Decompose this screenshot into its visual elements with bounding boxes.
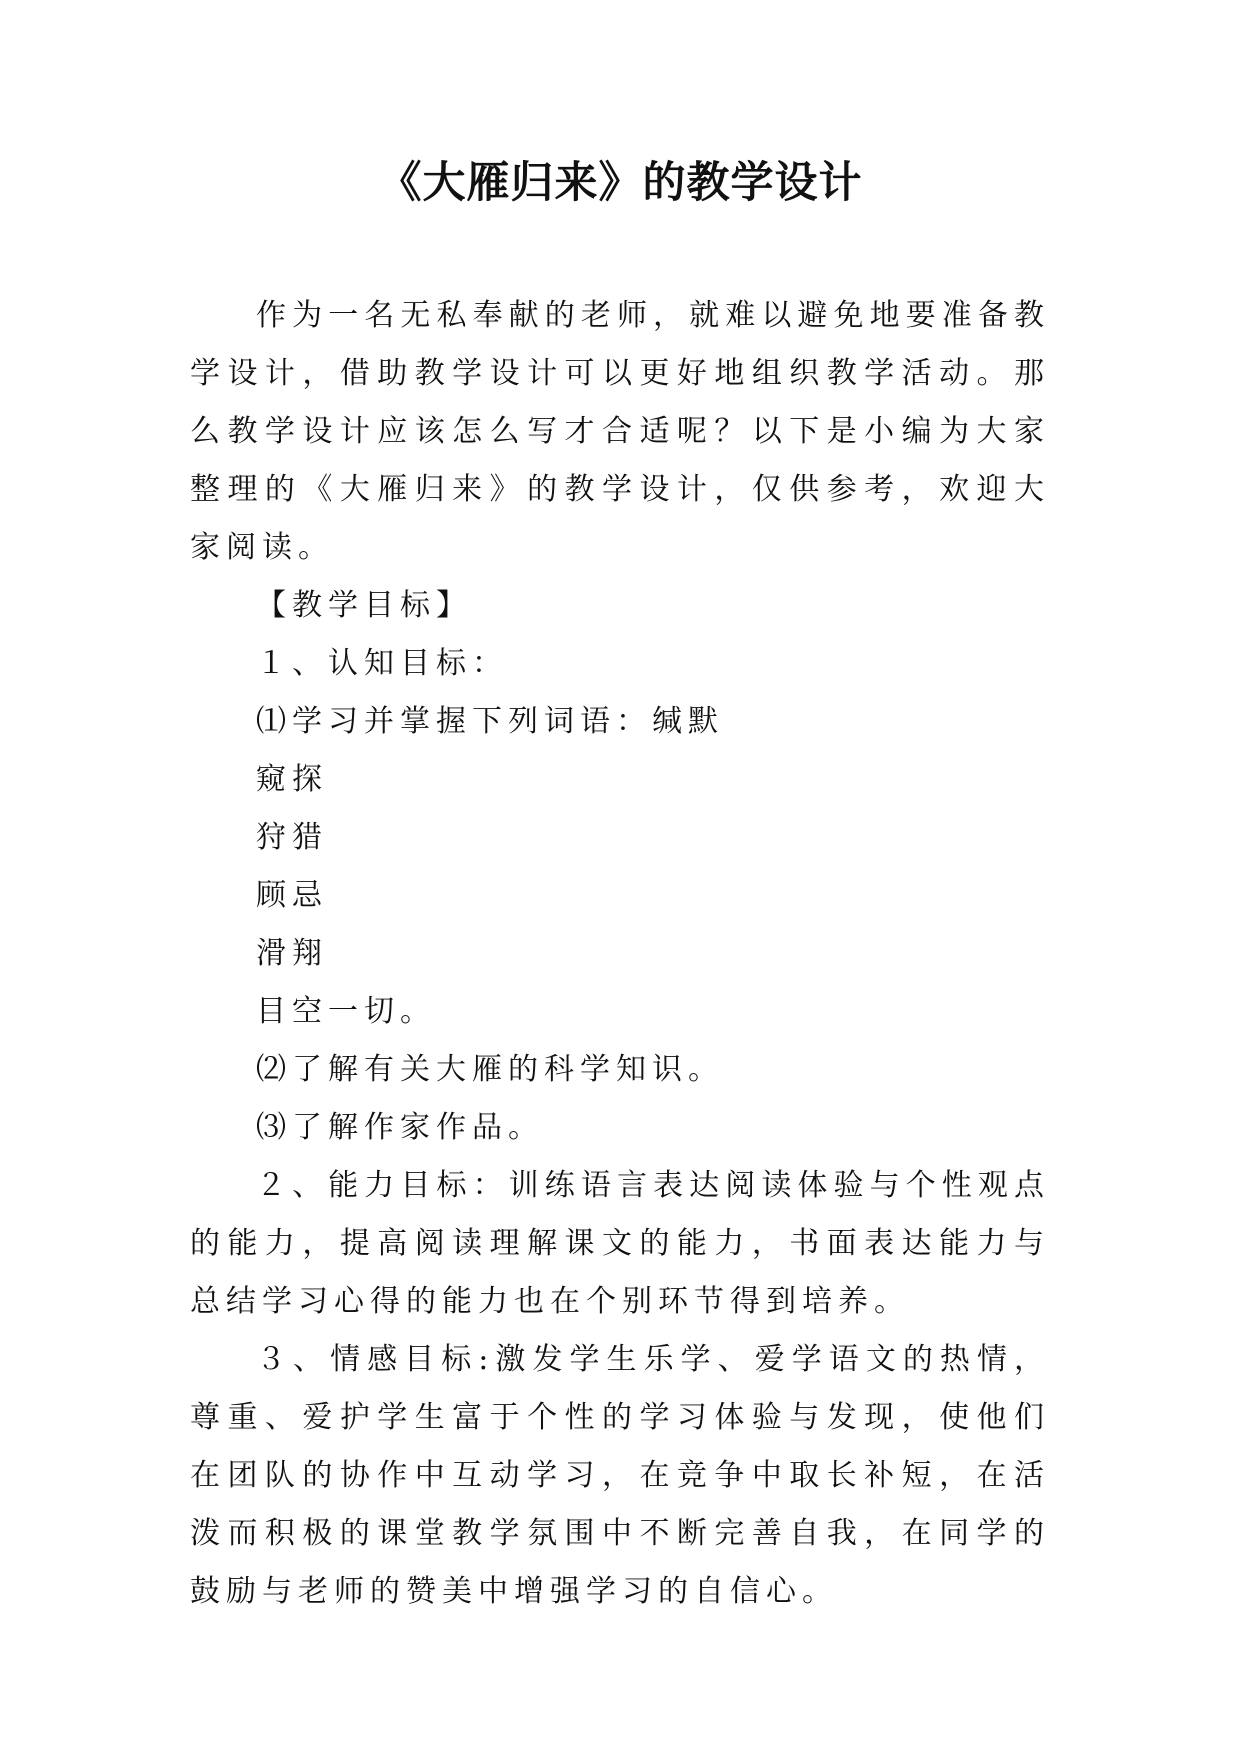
vocab-word: 滑翔 bbox=[256, 936, 328, 971]
section-heading: 【教学目标】 bbox=[256, 588, 472, 623]
intro-paragraph: 作为一名无私奉献的老师，就难以避免地要准备教学设计，借助教学设计可以更好地组织教学活动。那么教学设计应该怎么写才合适呢？以下是小编为大家整理的《大雁归来》的教学设计，仅供参考，欢迎大家阅读。 bbox=[190, 298, 1050, 565]
document-body bbox=[190, 287, 1050, 1621]
ability-goal-paragraph: ２、能力目标：训练语言表达阅读体验与个性观点的能力，提高阅读理解课文的能力，书面表达能力与总结学习心得的能力也在个别环节得到培养。 bbox=[190, 1168, 1050, 1319]
document-title: 《大雁归来》的教学设计 bbox=[378, 158, 863, 208]
goal-item-3: ⑶了解作家作品。 bbox=[256, 1110, 544, 1145]
goal-item-1: ⑴学习并掌握下列词语：缄默 bbox=[256, 704, 724, 739]
goal-item-2: ⑵了解有关大雁的科学知识。 bbox=[256, 1052, 724, 1087]
vocab-word: 顾忌 bbox=[256, 878, 328, 913]
cognitive-goal-heading: １、认知目标： bbox=[256, 646, 508, 681]
vocab-word: 狩猎 bbox=[256, 820, 328, 855]
vocab-word: 目空一切。 bbox=[256, 994, 436, 1029]
vocab-word: 窥探 bbox=[256, 762, 328, 797]
emotion-goal-paragraph: ３、情感目标:激发学生乐学、爱学语文的热情，尊重、爱护学生富于个性的学习体验与发现，使他们在团队的协作中互动学习，在竞争中取长补短，在活泼而积极的课堂教学氛围中不断完善自我，在同学的鼓励与老师的赞美中增强学习的自信心。 bbox=[190, 1342, 1050, 1609]
